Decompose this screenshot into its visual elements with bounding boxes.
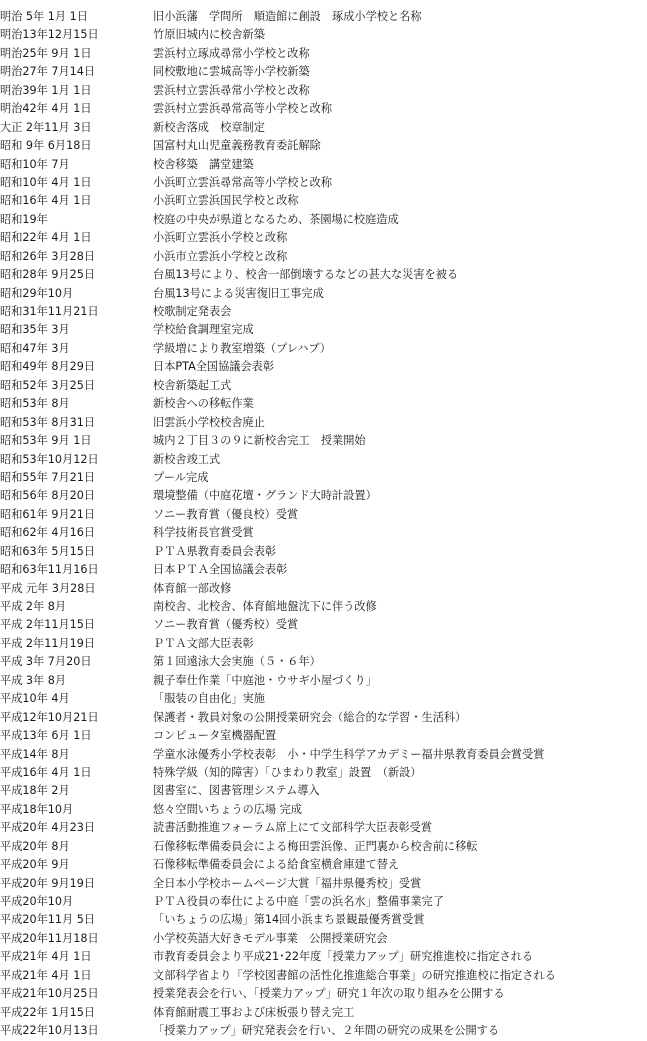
history-date: 昭和49年 8月29日 — [0, 360, 96, 374]
history-event: 竹原旧城内に校舎新築 — [153, 28, 265, 42]
history-row — [0, 524, 647, 542]
history-row — [0, 285, 647, 303]
history-event: 小浜町立雲浜小学校と改称 — [153, 231, 288, 245]
history-row — [0, 45, 647, 63]
history-row — [0, 469, 647, 487]
history-row — [0, 838, 647, 856]
history-event: 台風13号により、校舎一部倒壊するなどの甚大な災害を被る — [153, 268, 459, 282]
history-event: 科学技術長官賞受賞 — [153, 526, 254, 540]
history-row — [0, 229, 647, 247]
history-date: 平成12年10月21日 — [0, 710, 99, 724]
history-row — [0, 156, 647, 174]
history-date: 昭和56年 8月20日 — [0, 489, 96, 503]
history-date: 昭和53年 9月 1日 — [0, 434, 92, 448]
history-event: 校庭の中央が県道となるため、茶園場に校庭造成 — [153, 212, 399, 226]
history-date: 平成 元年 3月28日 — [0, 581, 96, 595]
history-row — [0, 819, 647, 837]
history-row — [0, 1022, 647, 1040]
history-row — [0, 930, 647, 948]
history-row — [0, 875, 647, 893]
history-date: 昭和35年 3月 — [0, 323, 70, 337]
history-event: 校舎新築起工式 — [153, 378, 232, 392]
history-date: 昭和19年 — [0, 212, 48, 226]
history-row — [0, 506, 647, 524]
history-event: 校歌制定発表会 — [153, 305, 232, 318]
history-row — [0, 948, 647, 966]
history-date: 昭和47年 3月 — [0, 341, 70, 355]
history-event: 学校給食調理室完成 — [153, 323, 254, 337]
history-event: 学級増により教室増築（プレハブ） — [153, 341, 331, 355]
history-event: 台風13号による災害復旧工事完成 — [153, 286, 324, 300]
history-event: 「いちょうの広場」第14回小浜まち景観最優秀賞受賞 — [153, 913, 425, 927]
history-event: 雲浜村立琢成尋常小学校と改称 — [153, 46, 310, 60]
history-row — [0, 248, 647, 266]
history-date: 平成14年 8月 — [0, 747, 70, 761]
history-event: 国富村丸山児童義務教育委託解除 — [153, 139, 321, 153]
history-row — [0, 635, 647, 653]
history-row — [0, 709, 647, 727]
history-event: 日本PTA全国協議会表彰 — [153, 360, 275, 374]
history-row — [0, 967, 647, 985]
history-event: 小浜市立雲浜小学校と改称 — [153, 249, 288, 263]
history-row — [0, 911, 647, 929]
history-event: 雲浜村立雲浜尋常小学校と改称 — [153, 83, 310, 97]
history-date: 平成20年11月18日 — [0, 931, 99, 945]
history-date: 昭和63年 5月15日 — [0, 544, 96, 558]
history-date: 平成20年 9月 — [0, 858, 70, 872]
history-row — [0, 377, 647, 395]
history-row — [0, 82, 647, 100]
history-row — [0, 451, 647, 469]
history-event: 親子奉仕作業「中庭池・ウサギ小屋づくり」 — [153, 673, 377, 687]
history-event: ソニー教育賞（優良校）受賞 — [153, 507, 299, 521]
history-date: 昭和55年 7月21日 — [0, 470, 96, 484]
history-row — [0, 782, 647, 800]
history-date: 平成20年 9月19日 — [0, 876, 96, 890]
history-event: 小学校英語大好きモデル事業 公開授業研究会 — [153, 931, 388, 945]
history-date: 平成13年 6月 1日 — [0, 729, 92, 743]
history-date: 平成22年10月13日 — [0, 1024, 99, 1038]
history-row — [0, 192, 647, 210]
history-row — [0, 395, 647, 413]
history-date: 昭和53年 8月 — [0, 397, 70, 411]
history-event: 日本ＰＴＡ全国協議会表彰 — [153, 563, 288, 577]
history-event: ＰＴＡ文部大臣表彰 — [153, 636, 254, 650]
history-event: 小浜町立雲浜尋常高等小学校と改称 — [153, 175, 333, 189]
history-row — [0, 580, 647, 598]
school-history-table — [0, 8, 647, 1041]
history-row — [0, 856, 647, 874]
history-event: 旧小浜藩 学問所 順造館に創設 琢成小学校と名称 — [153, 10, 422, 23]
history-date: 昭和63年11月16日 — [0, 563, 99, 577]
history-event: 全日本小学校ホームページ大賞「福井県優秀校」受賞 — [153, 876, 422, 890]
history-date: 昭和 9年 6月18日 — [0, 139, 92, 153]
history-date: 平成20年 4月23日 — [0, 821, 96, 835]
history-date: 平成10年 4月 — [0, 692, 70, 706]
history-date: 昭和61年 9月21日 — [0, 507, 96, 521]
history-event: 文部科学省より「学校図書館の活性化推進総合事業」の研究推進校に指定される — [153, 968, 556, 982]
history-row — [0, 985, 647, 1003]
history-date: 平成21年 4月 1日 — [0, 968, 92, 982]
history-row — [0, 672, 647, 690]
history-row — [0, 1004, 647, 1022]
history-event: ＰＴＡ県教育委員会表彰 — [153, 544, 277, 558]
history-row — [0, 63, 647, 81]
history-date: 平成 3年 7月20日 — [0, 655, 92, 669]
history-row — [0, 561, 647, 579]
history-date: 平成 3年 8月 — [0, 673, 67, 687]
history-event: 環境整備（中庭花壇・グランド大時計設置） — [153, 489, 377, 503]
history-date: 平成 2年11月15日 — [0, 618, 96, 632]
history-row — [0, 487, 647, 505]
history-date: 平成21年10月25日 — [0, 987, 99, 1001]
history-date: 昭和28年 9月25日 — [0, 268, 96, 282]
history-date: 昭和31年11月21日 — [0, 305, 99, 318]
history-event: 雲浜村立雲浜尋常高等小学校と改称 — [153, 102, 333, 116]
history-row — [0, 746, 647, 764]
history-row — [0, 598, 647, 616]
history-event: 新校舎への移転作業 — [153, 397, 254, 411]
history-row — [0, 137, 647, 155]
history-event: 保護者・教員対象の公開授業研究会（総合的な学習・生活科） — [153, 710, 467, 724]
history-event: コンピュータ室機器配置 — [153, 729, 277, 743]
history-row — [0, 727, 647, 745]
history-date: 明治 5年 1月 1日 — [0, 10, 88, 23]
history-date: 平成 2年 8月 — [0, 600, 67, 613]
history-event: 校舎移築 講堂建築 — [153, 157, 254, 171]
history-date: 平成21年 4月 1日 — [0, 950, 92, 964]
history-event: 体育館一部改修 — [153, 581, 232, 595]
history-date: 大正 2年11月 3日 — [0, 120, 92, 134]
history-event: 「授業力アップ」研究発表会を行い、２年間の研究の成果を公開する — [153, 1024, 500, 1038]
history-date: 平成18年 2月 — [0, 784, 70, 798]
history-date: 明治39年 1月 1日 — [0, 83, 92, 97]
history-row — [0, 211, 647, 229]
history-date: 昭和29年10月 — [0, 286, 74, 300]
history-date: 昭和16年 4月 1日 — [0, 194, 92, 208]
history-event: 旧雲浜小学校校舎廃止 — [153, 415, 265, 429]
history-row — [0, 119, 647, 137]
history-date: 昭和10年 7月 — [0, 157, 70, 171]
history-row — [0, 340, 647, 358]
history-date: 平成20年 8月 — [0, 839, 70, 853]
history-row — [0, 690, 647, 708]
history-event: 石像移転準備委員会による梅田雲浜像、正門裏から校舎前に移転 — [153, 839, 478, 853]
history-row — [0, 174, 647, 192]
history-event: 市教育委員会より平成21･22年度「授業力アップ」研究推進校に指定される — [153, 950, 534, 964]
history-date: 昭和53年 8月31日 — [0, 415, 96, 429]
history-event: 南校舎、北校舎、体育館地盤沈下に伴う改修 — [153, 600, 377, 613]
history-row — [0, 432, 647, 450]
history-date: 平成20年10月 — [0, 895, 74, 908]
history-date: 明治42年 4月 1日 — [0, 102, 92, 116]
history-event: プール完成 — [153, 470, 209, 484]
history-row — [0, 26, 647, 44]
history-date: 昭和26年 3月28日 — [0, 249, 96, 263]
history-date: 昭和52年 3月25日 — [0, 378, 96, 392]
history-row — [0, 653, 647, 671]
history-date: 平成 2年11月19日 — [0, 636, 96, 650]
history-event: 体育館耐震工事および床板張り替え完工 — [153, 1005, 355, 1019]
history-event: ＰＴＡ役員の奉仕による中庭「雲の浜名水」整備事業完了 — [153, 895, 444, 908]
history-row — [0, 893, 647, 911]
history-date: 明治25年 9月 1日 — [0, 46, 92, 60]
history-event: 城内２丁目３の９に新校舎完工 授業開始 — [153, 434, 366, 448]
history-event: ソニー教育賞（優秀校）受賞 — [153, 618, 299, 632]
history-event: 同校敷地に雲城高等小学校新築 — [153, 65, 310, 79]
history-event: 読書活動推進フォーラム席上にて文部科学大臣表彰受賞 — [153, 821, 433, 835]
history-date: 昭和22年 4月 1日 — [0, 231, 92, 245]
history-row — [0, 303, 647, 321]
history-row — [0, 616, 647, 634]
history-event: 石像移転準備委員会による給食室横倉庫建て替え — [153, 858, 400, 872]
history-row — [0, 8, 647, 26]
history-date: 平成20年11月 5日 — [0, 913, 96, 927]
history-date: 明治13年12月15日 — [0, 28, 99, 42]
history-date: 平成18年10月 — [0, 802, 74, 816]
history-row — [0, 801, 647, 819]
history-event: 特殊学級（知的障害）「ひまわり教室」設置 （新設） — [153, 765, 422, 779]
history-event: 第１回遠泳大会実施（５・６年） — [153, 655, 321, 669]
history-event: 小浜町立雲浜国民学校と改称 — [153, 194, 299, 208]
history-row — [0, 100, 647, 118]
history-event: 新校舎竣工式 — [153, 452, 221, 466]
history-row — [0, 358, 647, 376]
history-row — [0, 414, 647, 432]
history-date: 平成16年 4月 1日 — [0, 765, 92, 779]
history-date: 昭和10年 4月 1日 — [0, 175, 92, 189]
history-event: 授業発表会を行い、「授業力アップ」研究１年次の取り組みを公開する — [153, 987, 505, 1001]
history-date: 昭和62年 4月16日 — [0, 526, 96, 540]
history-event: 「服装の自由化」実施 — [153, 692, 265, 706]
history-row — [0, 266, 647, 284]
history-row — [0, 764, 647, 782]
history-date: 昭和53年10月12日 — [0, 452, 99, 466]
history-date: 明治27年 7月14日 — [0, 65, 96, 79]
history-event: 学童水泳優秀小学校表彰 小・中学生科学アカデミー福井県教育委員会賞受賞 — [153, 747, 545, 761]
history-row — [0, 543, 647, 561]
history-event: 図書室に、図書管理システム導入 — [153, 784, 320, 798]
history-row — [0, 321, 647, 339]
history-event: 悠々空間いちょうの広場 完成 — [153, 802, 302, 816]
history-event: 新校舎落成 校章制定 — [153, 120, 265, 134]
history-date: 平成22年 1月15日 — [0, 1005, 96, 1019]
